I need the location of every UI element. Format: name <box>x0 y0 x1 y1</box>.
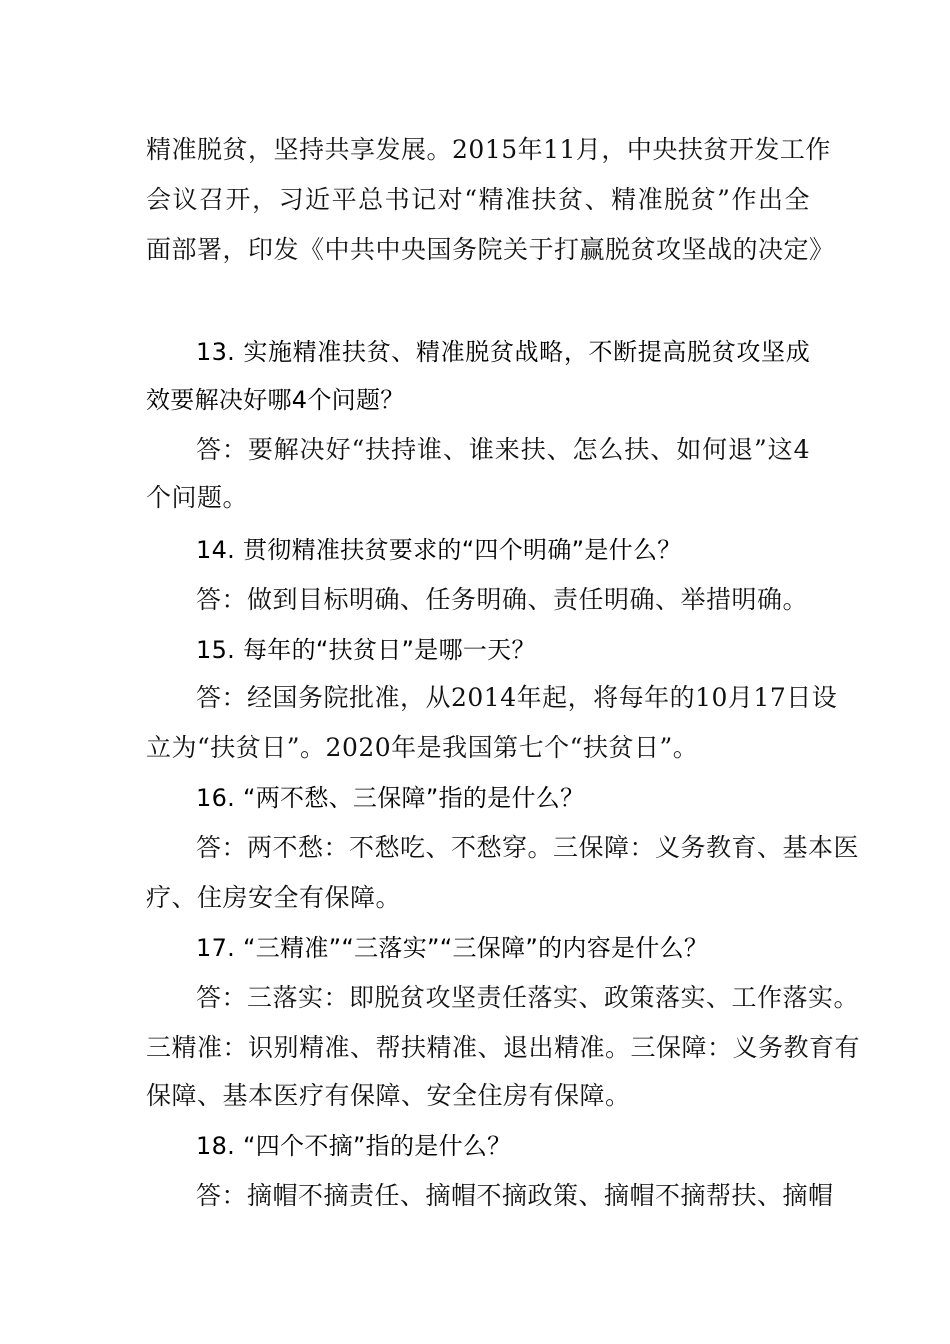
answer-15: 答：经国务院批准，从2014年起，将每年的10月17日设 <box>196 683 838 712</box>
answer-18: 答：摘帽不摘责任、摘帽不摘政策、摘帽不摘帮扶、摘帽 <box>196 1181 834 1210</box>
answer-17-cont: 保障、基本医疗有保障、安全住房有保障。 <box>146 1081 631 1110</box>
question-13: 13. 实施精准扶贫、精准脱贫战略，不断提高脱贫攻坚成 <box>196 338 810 366</box>
question-18: 18. “四个不摘”指的是什么？ <box>196 1132 512 1160</box>
question-13-cont: 效要解决好哪4个问题？ <box>146 386 405 414</box>
intro-line: 面部署，印发《中共中央国务院关于打赢脱贫攻坚战的决定》 <box>146 235 835 264</box>
answer-16-cont: 疗、住房安全有保障。 <box>146 883 402 912</box>
answer-13-cont: 个问题。 <box>146 483 249 512</box>
answer-14: 答：做到目标明确、任务明确、责任明确、举措明确。 <box>196 585 809 614</box>
question-14: 14. 贯彻精准扶贫要求的“四个明确”是什么？ <box>196 536 682 564</box>
answer-17-cont: 三精准：识别精准、帮扶精准、退出精准。三保障：义务教育有 <box>146 1033 861 1062</box>
answer-17: 答：三落实：即脱贫攻坚责任落实、政策落实、工作落实。 <box>196 983 860 1012</box>
answer-15-cont: 立为“扶贫日”。2020年是我国第七个“扶贫日”。 <box>146 733 699 762</box>
intro-line: 精准脱贫，坚持共享发展。2015年11月，中央扶贫开发工作 <box>146 135 831 164</box>
answer-16: 答：两不愁：不愁吃、不愁穿。三保障：义务教育、基本医 <box>196 833 860 862</box>
intro-line: 会议召开，习近平总书记对“精准扶贫、精准脱贫”作出全 <box>146 185 810 214</box>
question-17: 17. “三精准”“三落实”“三保障”的内容是什么？ <box>196 934 709 962</box>
answer-13: 答：要解决好“扶持谁、谁来扶、怎么扶、如何退”这4 <box>196 435 810 464</box>
question-15: 15. 每年的“扶贫日”是哪一天？ <box>196 636 536 664</box>
question-16: 16. “两不愁、三保障”指的是什么？ <box>196 784 585 812</box>
